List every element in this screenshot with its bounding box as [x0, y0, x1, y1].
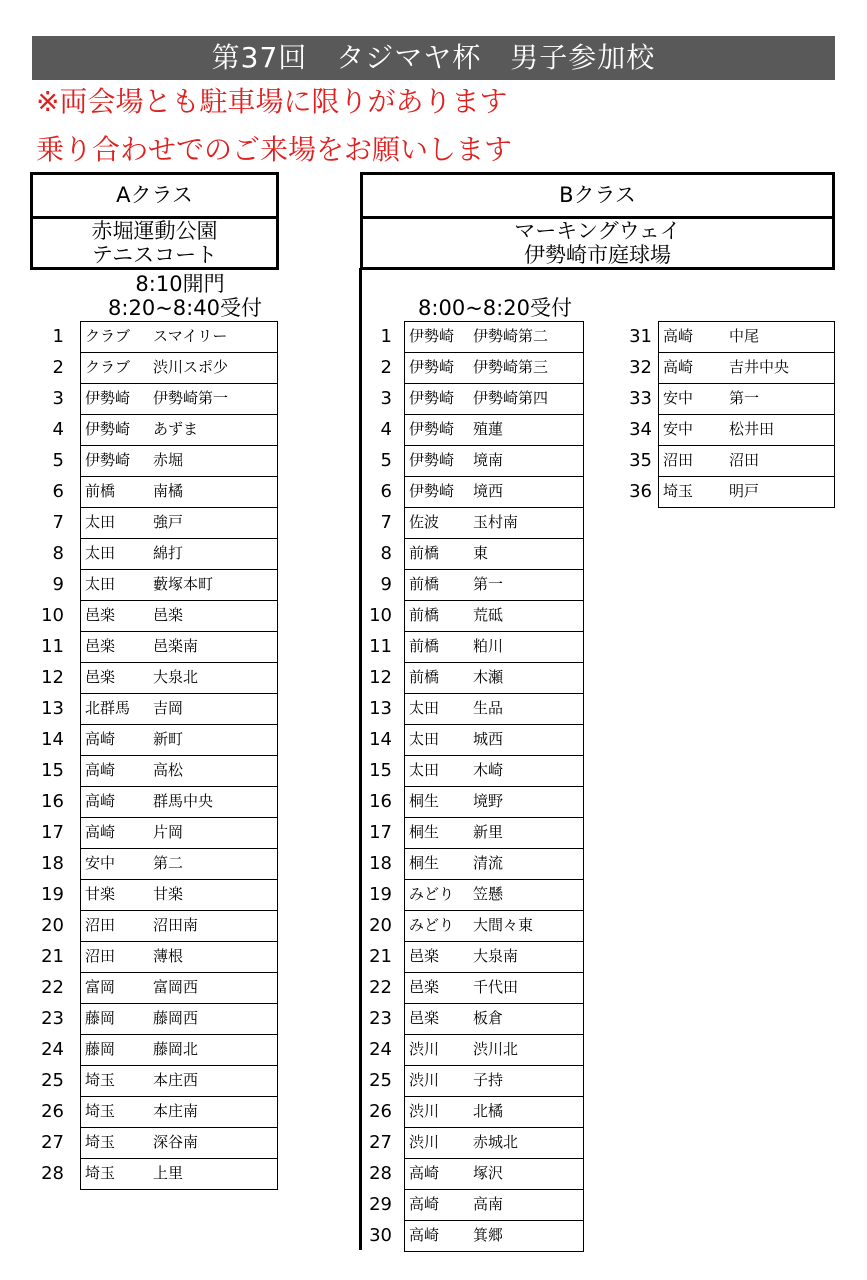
team-number: 11	[41, 636, 64, 657]
team-cell	[404, 445, 584, 477]
team-number: 14	[41, 729, 64, 750]
team-area: 沼田	[85, 947, 116, 965]
team-area: 高崎	[85, 761, 116, 779]
team-area: 伊勢崎	[409, 482, 455, 500]
team-cell	[658, 352, 835, 384]
team-cell	[404, 600, 584, 632]
team-cell	[80, 662, 278, 694]
team-school: 塚沢	[473, 1164, 504, 1182]
team-cell	[80, 910, 278, 942]
team-school: 上里	[153, 1164, 184, 1182]
team-number: 9	[52, 574, 64, 595]
team-school: 赤城北	[473, 1133, 519, 1151]
team-number: 13	[369, 698, 392, 719]
team-number: 18	[369, 853, 392, 874]
team-school: 玉村南	[473, 513, 519, 531]
team-cell	[80, 848, 278, 880]
team-area: 渋川	[409, 1071, 440, 1089]
team-school: 第二	[153, 854, 184, 872]
team-school: 深谷南	[153, 1133, 199, 1151]
class-b-reception-time: 8:00~8:20受付	[418, 296, 572, 320]
team-number: 36	[629, 481, 652, 502]
team-school: 子持	[473, 1071, 504, 1089]
team-number: 12	[369, 667, 392, 688]
team-school: 千代田	[473, 978, 519, 996]
team-number: 8	[52, 543, 64, 564]
team-cell	[80, 414, 278, 446]
team-school: 藤岡北	[153, 1040, 199, 1058]
team-number: 16	[41, 791, 64, 812]
team-school: 邑楽	[153, 606, 184, 624]
class-b-venue-line1: マーキングウェイ	[514, 219, 681, 243]
team-area: 高崎	[409, 1195, 440, 1213]
team-area: 藤岡	[85, 1040, 116, 1058]
team-area: 前橋	[409, 606, 440, 624]
class-a-venue	[33, 219, 276, 267]
team-cell	[404, 1127, 584, 1159]
team-school: 箕郷	[473, 1226, 504, 1244]
team-school: 南橘	[153, 482, 184, 500]
team-cell	[80, 631, 278, 663]
team-area: 高崎	[85, 823, 116, 841]
team-number: 3	[52, 388, 64, 409]
team-school: 伊勢崎第一	[153, 389, 229, 407]
team-school: 藤岡西	[153, 1009, 199, 1027]
team-school: 荒砥	[473, 606, 504, 624]
team-area: 太田	[85, 575, 116, 593]
team-number: 6	[52, 481, 64, 502]
team-cell	[80, 321, 278, 353]
team-school: 境野	[473, 792, 504, 810]
team-number: 29	[369, 1194, 392, 1215]
team-cell	[658, 383, 835, 415]
team-area: 藤岡	[85, 1009, 116, 1027]
team-area: 伊勢崎	[409, 420, 455, 438]
class-b-title: Bクラス	[363, 175, 832, 219]
team-number: 4	[380, 419, 392, 440]
team-area: 高崎	[409, 1226, 440, 1244]
team-area: 前橋	[409, 668, 440, 686]
team-area: クラブ	[85, 358, 131, 376]
team-number: 28	[369, 1163, 392, 1184]
class-a-reception-time: 8:20~8:40受付	[108, 296, 262, 320]
team-number: 15	[41, 760, 64, 781]
team-school: 松井田	[729, 420, 775, 438]
team-school: 赤堀	[153, 451, 184, 469]
team-school: 板倉	[473, 1009, 504, 1027]
team-cell	[404, 476, 584, 508]
team-school: 薄根	[153, 947, 184, 965]
team-school: 群馬中央	[153, 792, 214, 810]
team-cell	[80, 569, 278, 601]
class-a-venue-line2: テニスコート	[91, 243, 218, 267]
team-cell	[404, 1220, 584, 1252]
team-number: 25	[41, 1070, 64, 1091]
team-cell	[404, 786, 584, 818]
team-number: 7	[52, 512, 64, 533]
team-number: 15	[369, 760, 392, 781]
team-cell	[80, 476, 278, 508]
class-a-header	[30, 172, 279, 270]
team-school: 沼田南	[153, 916, 199, 934]
team-number: 24	[369, 1039, 392, 1060]
team-school: 中尾	[729, 327, 760, 345]
team-number: 27	[369, 1132, 392, 1153]
team-school: 吉岡	[153, 699, 184, 717]
team-cell	[80, 1065, 278, 1097]
team-number: 1	[52, 326, 64, 347]
team-number: 27	[41, 1132, 64, 1153]
team-number: 30	[369, 1225, 392, 1246]
team-area: 埼玉	[85, 1102, 116, 1120]
team-area: 伊勢崎	[85, 420, 131, 438]
team-number: 19	[41, 884, 64, 905]
team-school: 生品	[473, 699, 504, 717]
team-cell	[80, 538, 278, 570]
team-school: 本庄西	[153, 1071, 199, 1089]
team-area: 邑楽	[85, 606, 116, 624]
team-school: 富岡西	[153, 978, 199, 996]
team-area: 太田	[409, 699, 440, 717]
team-school: 木崎	[473, 761, 504, 779]
team-cell	[404, 1189, 584, 1221]
team-school: 藪塚本町	[153, 575, 214, 593]
team-school: 第一	[473, 575, 504, 593]
team-number: 31	[629, 326, 652, 347]
team-area: 高崎	[663, 358, 694, 376]
team-area: 太田	[85, 544, 116, 562]
team-number: 33	[629, 388, 652, 409]
team-school: 清流	[473, 854, 504, 872]
team-school: 粕川	[473, 637, 504, 655]
team-number: 24	[41, 1039, 64, 1060]
class-a-title: Aクラス	[33, 175, 276, 219]
team-cell	[404, 879, 584, 911]
team-cell	[404, 848, 584, 880]
team-cell	[658, 414, 835, 446]
team-number: 9	[380, 574, 392, 595]
team-school: 高南	[473, 1195, 504, 1213]
team-area: 伊勢崎	[85, 389, 131, 407]
team-school: 強戸	[153, 513, 184, 531]
team-school: 北橘	[473, 1102, 504, 1120]
team-area: 沼田	[85, 916, 116, 934]
team-number: 22	[41, 977, 64, 998]
team-school: 渋川北	[473, 1040, 519, 1058]
team-area: 沼田	[663, 451, 694, 469]
team-cell	[658, 476, 835, 508]
team-area: 桐生	[409, 854, 440, 872]
team-school: 伊勢崎第二	[473, 327, 549, 345]
team-number: 32	[629, 357, 652, 378]
team-area: 伊勢崎	[409, 451, 455, 469]
team-school: 沼田	[729, 451, 760, 469]
team-area: 前橋	[85, 482, 116, 500]
team-area: 邑楽	[409, 1009, 440, 1027]
team-school: 笠懸	[473, 885, 504, 903]
team-number: 16	[369, 791, 392, 812]
team-area: 前橋	[409, 544, 440, 562]
team-school: 大間々東	[473, 916, 534, 934]
team-cell	[404, 755, 584, 787]
team-number: 5	[380, 450, 392, 471]
team-cell	[404, 1003, 584, 1035]
team-number: 1	[380, 326, 392, 347]
team-cell	[80, 972, 278, 1004]
team-area: 埼玉	[85, 1133, 116, 1151]
team-number: 26	[369, 1101, 392, 1122]
team-school: 東	[473, 544, 489, 562]
team-number: 13	[41, 698, 64, 719]
team-area: 高崎	[409, 1164, 440, 1182]
team-number: 35	[629, 450, 652, 471]
team-cell	[80, 1096, 278, 1128]
team-number: 20	[369, 915, 392, 936]
team-number: 26	[41, 1101, 64, 1122]
team-number: 17	[41, 822, 64, 843]
team-area: 埼玉	[663, 482, 694, 500]
page-title: 第37回 タジマヤ杯 男子参加校	[32, 36, 835, 80]
team-area: 埼玉	[85, 1164, 116, 1182]
team-cell	[404, 1158, 584, 1190]
team-number: 6	[380, 481, 392, 502]
team-school: スマイリー	[153, 327, 228, 345]
team-cell	[80, 1034, 278, 1066]
team-cell	[404, 662, 584, 694]
team-number: 8	[380, 543, 392, 564]
team-area: 高崎	[663, 327, 694, 345]
team-cell	[80, 693, 278, 725]
team-cell	[80, 1158, 278, 1190]
team-cell	[80, 786, 278, 818]
team-number: 17	[369, 822, 392, 843]
team-school: 城西	[473, 730, 504, 748]
team-area: 邑楽	[409, 947, 440, 965]
team-number: 2	[380, 357, 392, 378]
team-cell	[404, 507, 584, 539]
team-number: 23	[41, 1008, 64, 1029]
team-cell	[404, 1096, 584, 1128]
team-school: 明戸	[729, 482, 760, 500]
team-cell	[404, 383, 584, 415]
parking-notice: ※両会場とも駐車場に限りがあります	[36, 85, 508, 118]
team-cell	[80, 941, 278, 973]
team-cell	[404, 1034, 584, 1066]
team-cell	[404, 910, 584, 942]
team-school: 綿打	[153, 544, 184, 562]
team-cell	[80, 352, 278, 384]
team-area: 太田	[85, 513, 116, 531]
team-area: 伊勢崎	[409, 327, 455, 345]
team-number: 28	[41, 1163, 64, 1184]
team-school: 殖蓮	[473, 420, 504, 438]
team-area: 北群馬	[85, 699, 131, 717]
team-cell	[80, 1003, 278, 1035]
team-area: 埼玉	[85, 1071, 116, 1089]
class-b-header	[360, 172, 835, 270]
team-cell	[80, 1127, 278, 1159]
team-cell	[404, 817, 584, 849]
team-area: 高崎	[85, 792, 116, 810]
team-cell	[658, 321, 835, 353]
team-number: 18	[41, 853, 64, 874]
team-area: みどり	[409, 885, 455, 903]
team-school: 吉井中央	[729, 358, 790, 376]
team-cell	[404, 352, 584, 384]
team-area: 前橋	[409, 637, 440, 655]
team-area: 邑楽	[85, 668, 116, 686]
team-cell	[658, 445, 835, 477]
team-area: 伊勢崎	[85, 451, 131, 469]
team-number: 14	[369, 729, 392, 750]
team-number: 7	[380, 512, 392, 533]
team-cell	[404, 941, 584, 973]
team-cell	[404, 321, 584, 353]
team-school: 新里	[473, 823, 504, 841]
team-area: 渋川	[409, 1102, 440, 1120]
team-cell	[404, 1065, 584, 1097]
team-area: 邑楽	[85, 637, 116, 655]
team-school: 伊勢崎第三	[473, 358, 549, 376]
team-number: 10	[369, 605, 392, 626]
team-school: 片岡	[153, 823, 184, 841]
team-area: 渋川	[409, 1040, 440, 1058]
team-school: 邑楽南	[153, 637, 199, 655]
team-number: 4	[52, 419, 64, 440]
team-area: 安中	[663, 420, 694, 438]
team-number: 23	[369, 1008, 392, 1029]
team-school: 境南	[473, 451, 504, 469]
team-area: 佐波	[409, 513, 440, 531]
team-area: 太田	[409, 730, 440, 748]
carpool-notice: 乗り合わせでのご来場をお願いします	[36, 133, 513, 166]
team-cell	[80, 724, 278, 756]
team-cell	[80, 383, 278, 415]
team-cell	[80, 600, 278, 632]
team-cell	[404, 724, 584, 756]
team-school: 伊勢崎第四	[473, 389, 549, 407]
team-area: 渋川	[409, 1133, 440, 1151]
team-cell	[404, 693, 584, 725]
team-cell	[404, 972, 584, 1004]
team-number: 22	[369, 977, 392, 998]
team-cell	[80, 879, 278, 911]
team-area: 桐生	[409, 792, 440, 810]
team-school: 大泉北	[153, 668, 199, 686]
team-cell	[80, 445, 278, 477]
class-a-venue-line1: 赤堀運動公園	[91, 219, 218, 243]
team-school: 境西	[473, 482, 504, 500]
team-area: 高崎	[85, 730, 116, 748]
team-school: 高松	[153, 761, 184, 779]
team-number: 20	[41, 915, 64, 936]
team-area: 桐生	[409, 823, 440, 841]
team-number: 34	[629, 419, 652, 440]
team-area: 安中	[663, 389, 694, 407]
team-cell	[404, 414, 584, 446]
team-number: 25	[369, 1070, 392, 1091]
team-area: クラブ	[85, 327, 131, 345]
class-a-opening-time: 8:10開門	[135, 272, 225, 296]
class-b-venue-line2: 伊勢崎市庭球場	[524, 243, 671, 267]
team-area: 富岡	[85, 978, 116, 996]
team-number: 5	[52, 450, 64, 471]
team-area: 伊勢崎	[409, 389, 455, 407]
team-number: 2	[52, 357, 64, 378]
team-area: 伊勢崎	[409, 358, 455, 376]
team-school: 木瀬	[473, 668, 504, 686]
team-school: 大泉南	[473, 947, 519, 965]
team-number: 21	[369, 946, 392, 967]
team-cell	[404, 631, 584, 663]
team-number: 10	[41, 605, 64, 626]
team-area: みどり	[409, 916, 455, 934]
team-cell	[80, 817, 278, 849]
team-number: 19	[369, 884, 392, 905]
team-cell	[80, 507, 278, 539]
team-number: 11	[369, 636, 392, 657]
team-cell	[404, 538, 584, 570]
team-school: 渋川スポ少	[153, 358, 229, 376]
team-area: 安中	[85, 854, 116, 872]
team-cell	[404, 569, 584, 601]
team-number: 12	[41, 667, 64, 688]
team-cell	[80, 755, 278, 787]
team-school: 新町	[153, 730, 184, 748]
team-area: 邑楽	[409, 978, 440, 996]
team-school: あずま	[153, 420, 199, 438]
class-b-venue	[363, 219, 832, 267]
team-area: 前橋	[409, 575, 440, 593]
team-school: 甘楽	[153, 885, 184, 903]
team-school: 第一	[729, 389, 760, 407]
team-number: 21	[41, 946, 64, 967]
team-area: 甘楽	[85, 885, 116, 903]
team-area: 太田	[409, 761, 440, 779]
team-school: 本庄南	[153, 1102, 199, 1120]
team-number: 3	[380, 388, 392, 409]
